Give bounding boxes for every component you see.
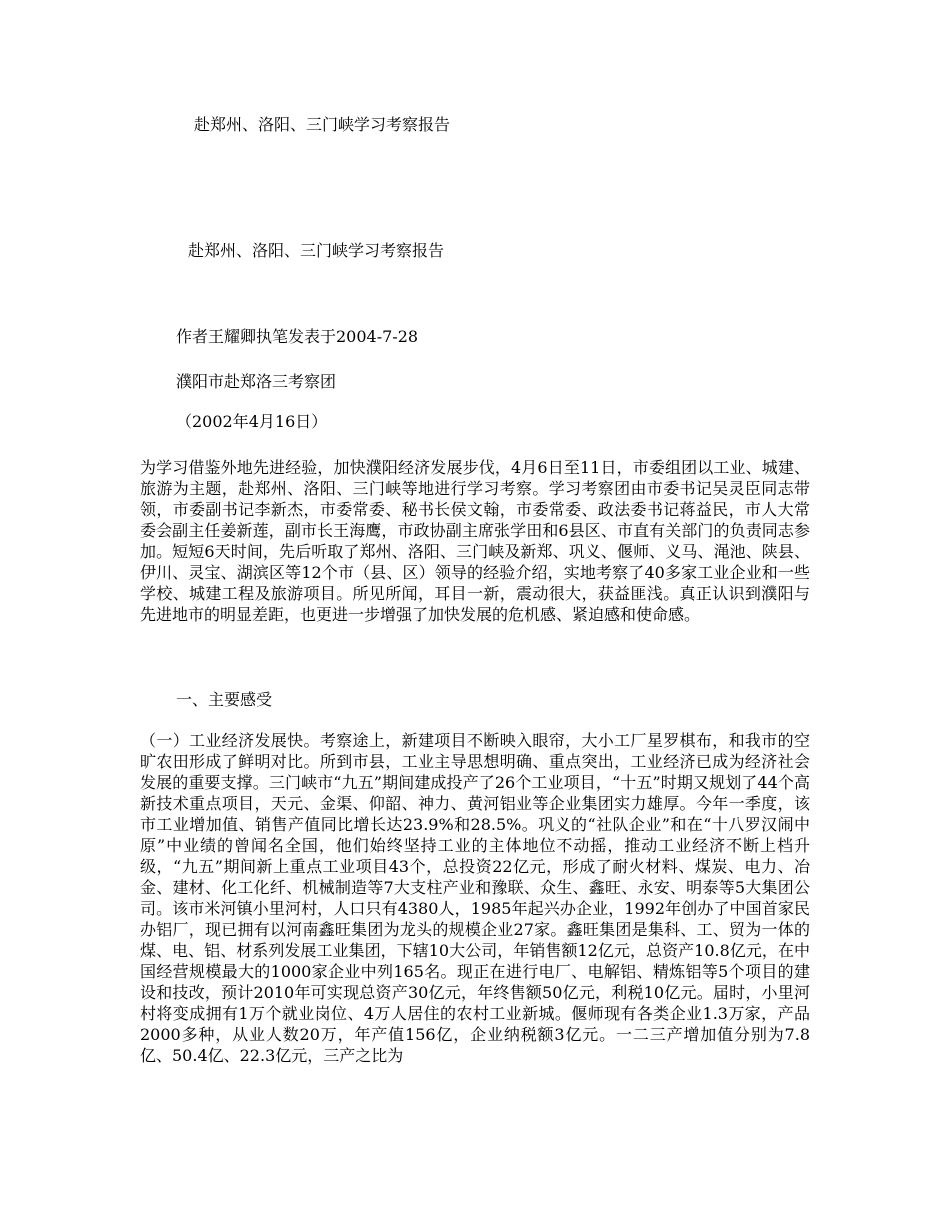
date-line: （2002年4月16日） — [176, 412, 328, 431]
author-line: 作者王耀卿执笔发表于2004-7-28 — [176, 327, 419, 346]
header-title: 赴郑州、洛阳、三门峡学习考察报告 — [194, 115, 451, 134]
section-heading: 一、主要感受 — [176, 690, 273, 709]
document-title: 赴郑州、洛阳、三门峡学习考察报告 — [188, 241, 445, 260]
section-paragraph: （一）工业经济发展快。考察途上，新建项目不断映入眼帘，大小工厂星罗棋布，和我市的空旷农田形成了鲜明对比。所到市县，工业主导思想明确、重点突出，工业经济已成为经济社会发展的重要支撑。三门峡市“九五”期间建成投产了26个工业项目，“十五”时期又规划了44个高新技术重点项目，天元、金渠、仰韶、神力、黄河铝业等企业集团实力雄厚。今年一季度，该市工业增加值、销售产值同比增长达23.9%和28.5%。巩义的“社队企业”和在“十八罗汉闹中原”中业绩的曾闻名全国，他们始终坚持工业的主体地位不动摇，推动工业经济不断上档升级，“九五”期间新上重点工业项目43个，总投资22亿元，形成了耐火材料、煤炭、电力、冶金、建材、化工化纤、机械制造等7大支柱产业和豫联、众生、鑫旺、永安、明泰等5大集团公司。该市米河镇小里河村，人口只有4380人，1985年起兴办企业，1992年创办了中国首家民办铝厂，现已拥有以河南鑫旺集团为龙头的规模企业27家。鑫旺集团是集科、工、贸为一体的煤、电、铝、材系列发展工业集团，下辖10大公司，年销售额12亿元，总资产10.8亿元，在中国经营规模最大的1000家企业中列165名。现正在进行电厂、电解铝、精炼铝等5个项目的建设和技改，预计2010年可实现总资产30亿元，年终售额50亿元，利税10亿元。届时，小里河村将变成拥有1万个就业岗位、4万人居住的农村工业新城。偃师现有各类企业1.3万家，产品2000多种，从业人数20万，年产值156亿，企业纳税额3亿元。一二三产增加值分别为7.8亿、50.4亿、22.3亿元，三产之比为 — [140, 731, 810, 1065]
organization-line: 濮阳市赴郑洛三考察团 — [176, 372, 337, 391]
intro-paragraph: 为学习借鉴外地先进经验，加快濮阳经济发展步伐，4月6日至11日，市委组团以工业、城建、旅游为主题，赴郑州、洛阳、三门峡等地进行学习考察。学习考察团由市委书记吴灵臣同志带领，市委副书记李新杰，市委常委、秘书长侯文翰，市委常委、政法委书记蒋益民，市人大常委会副主任姜新莲，副市长王海鹰，市政协副主席张学田和6县区、市直有关部门的负责同志参加。短短6天时间，先后听取了郑州、洛阳、三门峡及新郑、巩义、偃师、义马、渑池、陕县、伊川、灵宝、湖滨区等12个市（县、区）领导的经验介绍，实地考察了40多家工业企业和一些学校、城建工程及旅游项目。所见所闻，耳目一新，震动很大，获益匪浅。真正认识到濮阳与先进地市的明显差距，也更进一步增强了加快发展的危机感、紧迫感和使命感。 — [140, 458, 810, 624]
